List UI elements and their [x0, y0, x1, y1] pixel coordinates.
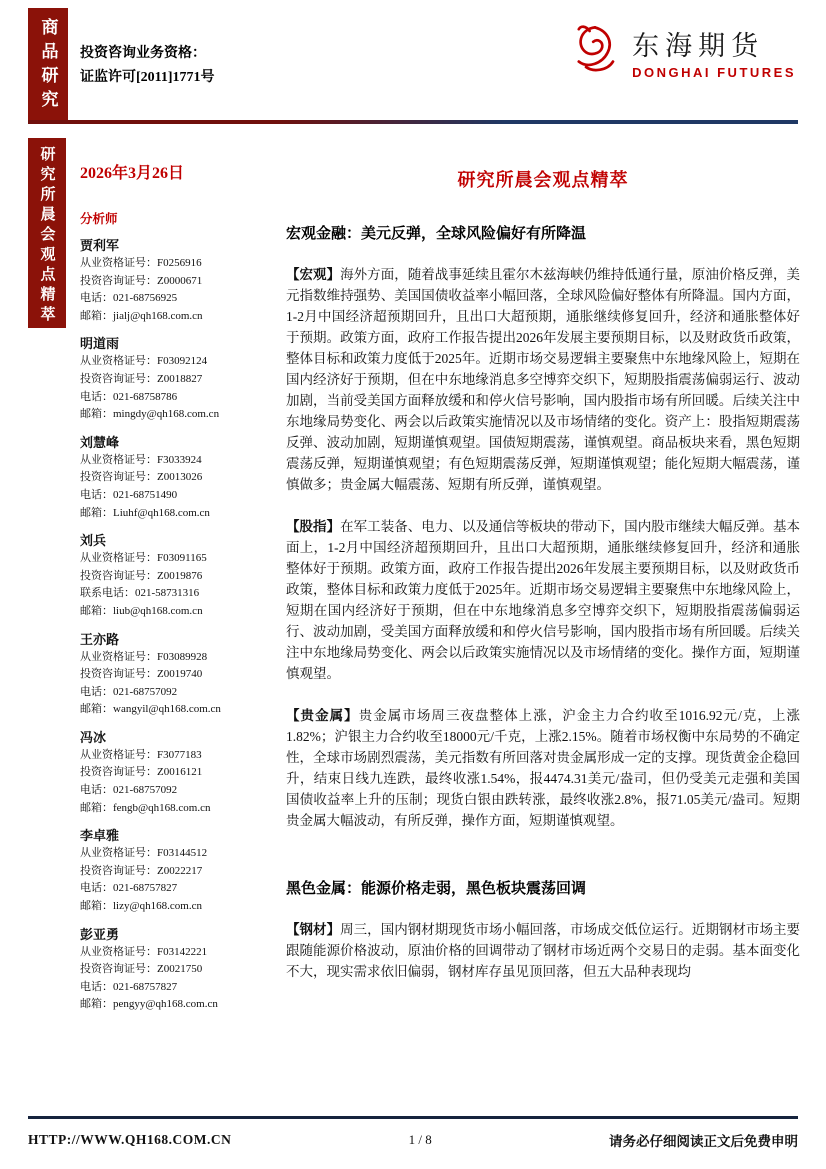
analyst-email: 邮箱：pengyy@qh168.com.cn: [80, 998, 218, 1011]
page-number: 1 / 8: [408, 1132, 432, 1147]
header-divider: [28, 120, 798, 124]
analyst-name: 冯冰: [80, 729, 107, 745]
analyst-email: 邮箱：jialj@qh168.com.cn: [80, 309, 203, 322]
analyst-phone: 联系电话：021-58731316: [80, 587, 200, 600]
analyst-name: 王亦路: [80, 631, 120, 647]
analyst-license: 从业资格证号：F03142221: [80, 945, 208, 958]
analyst-entry: [80, 728, 276, 817]
analyst-entry: [80, 925, 276, 1014]
company-logo: [568, 22, 796, 81]
analyst-license: 从业资格证号：F0256916: [80, 257, 202, 269]
category-banner: [28, 8, 68, 120]
paragraph-tag: 【贵金属】: [286, 708, 359, 723]
logo-company-name-cn: 东海期货: [632, 30, 765, 61]
analyst-entry: [80, 334, 276, 423]
analyst-advisory-no: 投资咨询证号：Z0021750: [80, 963, 203, 976]
page-footer: [28, 1116, 798, 1150]
analyst-name: 李卓雅: [80, 828, 120, 844]
analyst-license: 从业资格证号：F3033924: [80, 453, 202, 466]
analyst-license: 从业资格证号：F03089928: [80, 650, 208, 663]
analyst-email: 邮箱：wangyil@qh168.com.cn: [80, 703, 221, 716]
analyst-email: 邮箱：Liuhf@qh168.com.cn: [80, 506, 210, 519]
analyst-entry: [80, 433, 276, 522]
analyst-name: 贾利军: [80, 238, 120, 253]
analyst-email: 邮箱：lizy@qh168.com.cn: [80, 900, 202, 913]
section-heading-ferrous-metals: 黑色金属：能源价格走弱，黑色板块震荡回调: [286, 881, 587, 897]
section-heading-macro-finance: 宏观金融：美元反弹，全球风险偏好有所降温: [286, 226, 587, 242]
analyst-column: [80, 160, 276, 1014]
analyst-license: 从业资格证号：F3077183: [80, 748, 202, 761]
analyst-entry: [80, 531, 276, 620]
analyst-advisory-no: 投资咨询证号：Z0019876: [80, 569, 203, 582]
analyst-phone: 电话：021-68757092: [80, 784, 178, 797]
category-banner-label: 商品研究: [38, 18, 58, 114]
paragraph-tag: 【股指】: [286, 519, 341, 534]
analyst-entry: [80, 630, 276, 719]
analyst-license: 从业资格证号：F03092124: [80, 355, 208, 368]
analyst-phone: 电话：021-68758786: [80, 390, 178, 403]
analyst-advisory-no: 投资咨询证号：Z0022217: [80, 864, 203, 877]
logo-company-name-en: DONGHAI FUTURES: [632, 64, 796, 80]
paragraph-text: 贵金属市场周三夜盘整体上涨，沪金主力合约收至1016.92元/克，上涨1.82%；沪银主力合约收至18000元/千克，上涨2.15%。随着市场权衡中东局势的不确定性，全球市场剧烈震荡，美元指数有所回落对贵金属形成一定的支撑。现货黄金企稳回升，结束日线九连跌，最终收涨1.54%，报4474.31美元/盎司，但仍受美元走强和美国国债收益率上升的压制；现货白银由跌转涨，最终收涨2.8%，报71.05美元/盎司。短期贵金属大幅波动，有所反弹，操作方面，短期谨慎观望。: [286, 708, 801, 828]
paragraph-steel: [286, 919, 800, 982]
analyst-phone: 电话：021-68757827: [80, 980, 178, 993]
dragon-logo-icon: [568, 22, 622, 81]
paragraph-text: 海外方面，随着战事延续且霍尔木兹海峡仍维持低通行量，原油价格反弹，美元指数维持强势、美国国债收益率小幅回落，全球风险偏好整体有所降温。国内方面，1-2月中国经济超预期回升，且出口大超预期，通胀继续修复回升，经济和通胀整体好于预期。政策方面，政府工作报告提出2026年发展主要预期目标，以及财政货币政策，整体目标和政策力度低于2025年。近期市场交易逻辑主要聚焦中东地缘风险上，短期在国内经济好于预期，但在中东地缘消息多空博弈交织下，短期股指震荡偏弱运行、波动加剧，当前受美国方面释放缓和和停火信号影响，国内股指市场有所回暖。后续关注中东地缘局势变化、两会以后政策实施情况以及市场情绪的变化。资产上：股指短期震荡反弹、波动加剧，短期谨慎观望。国债短期震荡，谨慎观望。商品板块来看，黑色短期震荡反弹，短期谨慎观望；有色短期震荡反弹，短期谨慎观望；能化短期大幅震荡，谨慎做多；贵金属大幅震荡、短期有所反弹，谨慎观望。: [286, 267, 801, 492]
qualification-line2: 证监许可[2011]1771号: [80, 70, 215, 85]
paragraph-text: 在军工装备、电力、以及通信等板块的带动下，国内股市继续大幅反弹。基本面上，1-2月中国经济超预期回升，且出口大超预期，通胀继续修复回升，经济和通胀整体好于预期。政策方面，政府工作报告提出2026年发展主要预期目标，以及财政货币政策，整体目标和政策力度低于2025年。近期市场交易逻辑主要聚焦中东地缘风险上，短期在国内经济好于预期，但在中东地缘消息多空博弈交织下，短期股指震荡偏弱运行、波动加剧，受美国方面释放缓和和停火信号影响，国内股指市场有所回暖。后续关注中东地缘局势变化、两会以后政策实施情况以及市场情绪的变化。操作方面，短期谨慎观望。: [286, 519, 801, 681]
analyst-phone: 电话：021-68756925: [80, 292, 178, 305]
analyst-advisory-no: 投资咨询证号：Z0019740: [80, 668, 203, 681]
paragraph-text: 周三，国内钢材期现货市场小幅回落，市场成交低位运行。近期钢材市场主要跟随能源价格波动，原油价格的回调带动了钢材市场近两个交易日的走弱。基本面变化不大，现实需求依旧偏弱，钢材库存虽见顶回落，但五大品种表现均: [286, 922, 801, 979]
report-title: 研究所晨会观点精萃: [457, 170, 629, 190]
analyst-advisory-no: 投资咨询证号：Z0016121: [80, 766, 203, 779]
analyst-advisory-no: 投资咨询证号：Z0018827: [80, 372, 203, 385]
analysts-label: 分析师: [80, 212, 118, 226]
analyst-email: 邮箱：liub@qh168.com.cn: [80, 604, 203, 617]
paragraph-precious-metals: [286, 705, 800, 831]
analyst-name: 刘兵: [80, 533, 107, 549]
analyst-phone: 电话：021-68757827: [80, 882, 178, 895]
analyst-phone: 电话：021-68751490: [80, 488, 178, 501]
analyst-entry: [80, 826, 276, 915]
report-date: 2026年3月26日: [80, 165, 185, 182]
paragraph-macro: [286, 264, 800, 495]
paragraph-stock-index: [286, 516, 800, 684]
logo-text: [632, 24, 796, 80]
analyst-advisory-no: 投资咨询证号：Z0000671: [80, 274, 203, 287]
paragraph-tag: 【钢材】: [286, 922, 341, 937]
qualification-line1: 投资咨询业务资格：: [80, 46, 206, 61]
report-body: [286, 166, 800, 982]
report-series-banner-label: 研究所晨会观点精萃: [38, 146, 55, 326]
analyst-advisory-no: 投资咨询证号：Z0013026: [80, 471, 203, 484]
analyst-email: 邮箱：fengb@qh168.com.cn: [80, 801, 211, 814]
paragraph-tag: 【宏观】: [286, 267, 341, 282]
analyst-license: 从业资格证号：F03091165: [80, 552, 207, 565]
analyst-name: 刘慧峰: [80, 434, 120, 450]
analyst-entry: [80, 236, 276, 325]
footer-website-url: HTTP://WWW.QH168.COM.CN: [28, 1132, 232, 1147]
analyst-phone: 电话：021-68757092: [80, 685, 178, 698]
analyst-license: 从业资格证号：F03144512: [80, 847, 208, 860]
analyst-email: 邮箱：mingdy@qh168.com.cn: [80, 408, 220, 421]
footer-disclaimer-notice: 请务必仔细阅读正文后免费申明: [608, 1134, 798, 1149]
qualification-block: [80, 42, 215, 90]
analyst-name: 明道雨: [80, 336, 120, 352]
analyst-name: 彭亚勇: [80, 926, 120, 942]
report-series-banner: [28, 138, 66, 328]
